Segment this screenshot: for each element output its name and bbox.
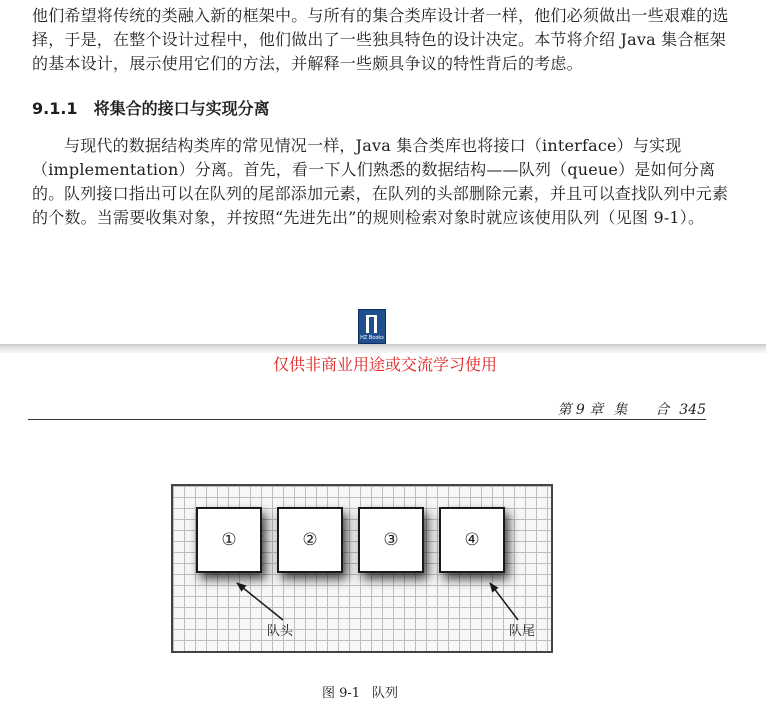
pointer-arrows bbox=[173, 486, 551, 651]
caption-number: 图 9-1 bbox=[321, 686, 361, 701]
intro-paragraph: 他们希望将传统的类融入新的框架中。与所有的集合类库设计者一样，他们必须做出一些艰难的选择，于是，在整个设计过程中，他们做出了一些独具特色的设计决定。本节将介绍 Java 集合框架的基本设计，展示使用它们的方法，并解释一些颇具争议的特性背后的考虑。 bbox=[32, 6, 729, 73]
queue-box: ② bbox=[277, 507, 343, 573]
section-number: 9.1.1 bbox=[32, 99, 78, 118]
door-icon bbox=[366, 315, 377, 333]
queue-box: ④ bbox=[439, 507, 505, 573]
section-heading bbox=[32, 96, 270, 119]
chapter-info bbox=[547, 399, 706, 419]
queue-box: ③ bbox=[358, 507, 424, 573]
figure-caption bbox=[0, 682, 720, 701]
publisher-logo bbox=[358, 309, 386, 344]
chapter-title: 集 合 bbox=[613, 402, 670, 418]
chapter-label: 第 9 章 bbox=[557, 402, 604, 418]
queue-box: ① bbox=[196, 507, 262, 573]
tail-arrow bbox=[490, 583, 518, 620]
logo-text: HZ Books bbox=[360, 335, 384, 341]
section-title: 将集合的接口与实现分离 bbox=[93, 99, 270, 118]
interface-paragraph: 与现代的数据结构类库的常见情况一样，Java 集合类库也将接口（interface）与实现（implementation）分离。首先，看一下人们熟悉的数据结构——队列（queue）是如何分离的。 bbox=[32, 136, 716, 203]
queue-tail-label: 队尾 bbox=[509, 624, 536, 639]
queue-figure bbox=[171, 484, 553, 653]
queue-paragraph: 队列接口指出可以在队列的尾部添加元素，在队列的头部删除元素，并且可以查找队列中元素的个数。当需要收集对象，并按照“先进先出”的规则检索对象时就应该使用队列（见图 9-1）。 bbox=[32, 184, 729, 227]
caption-title: 队列 bbox=[372, 686, 399, 701]
running-head bbox=[28, 397, 706, 420]
queue-head-label: 队头 bbox=[267, 624, 294, 639]
head-arrow bbox=[237, 583, 283, 620]
watermark: 仅供非商业用途或交流学习使用 bbox=[272, 355, 497, 374]
page-number: 345 bbox=[679, 402, 706, 418]
